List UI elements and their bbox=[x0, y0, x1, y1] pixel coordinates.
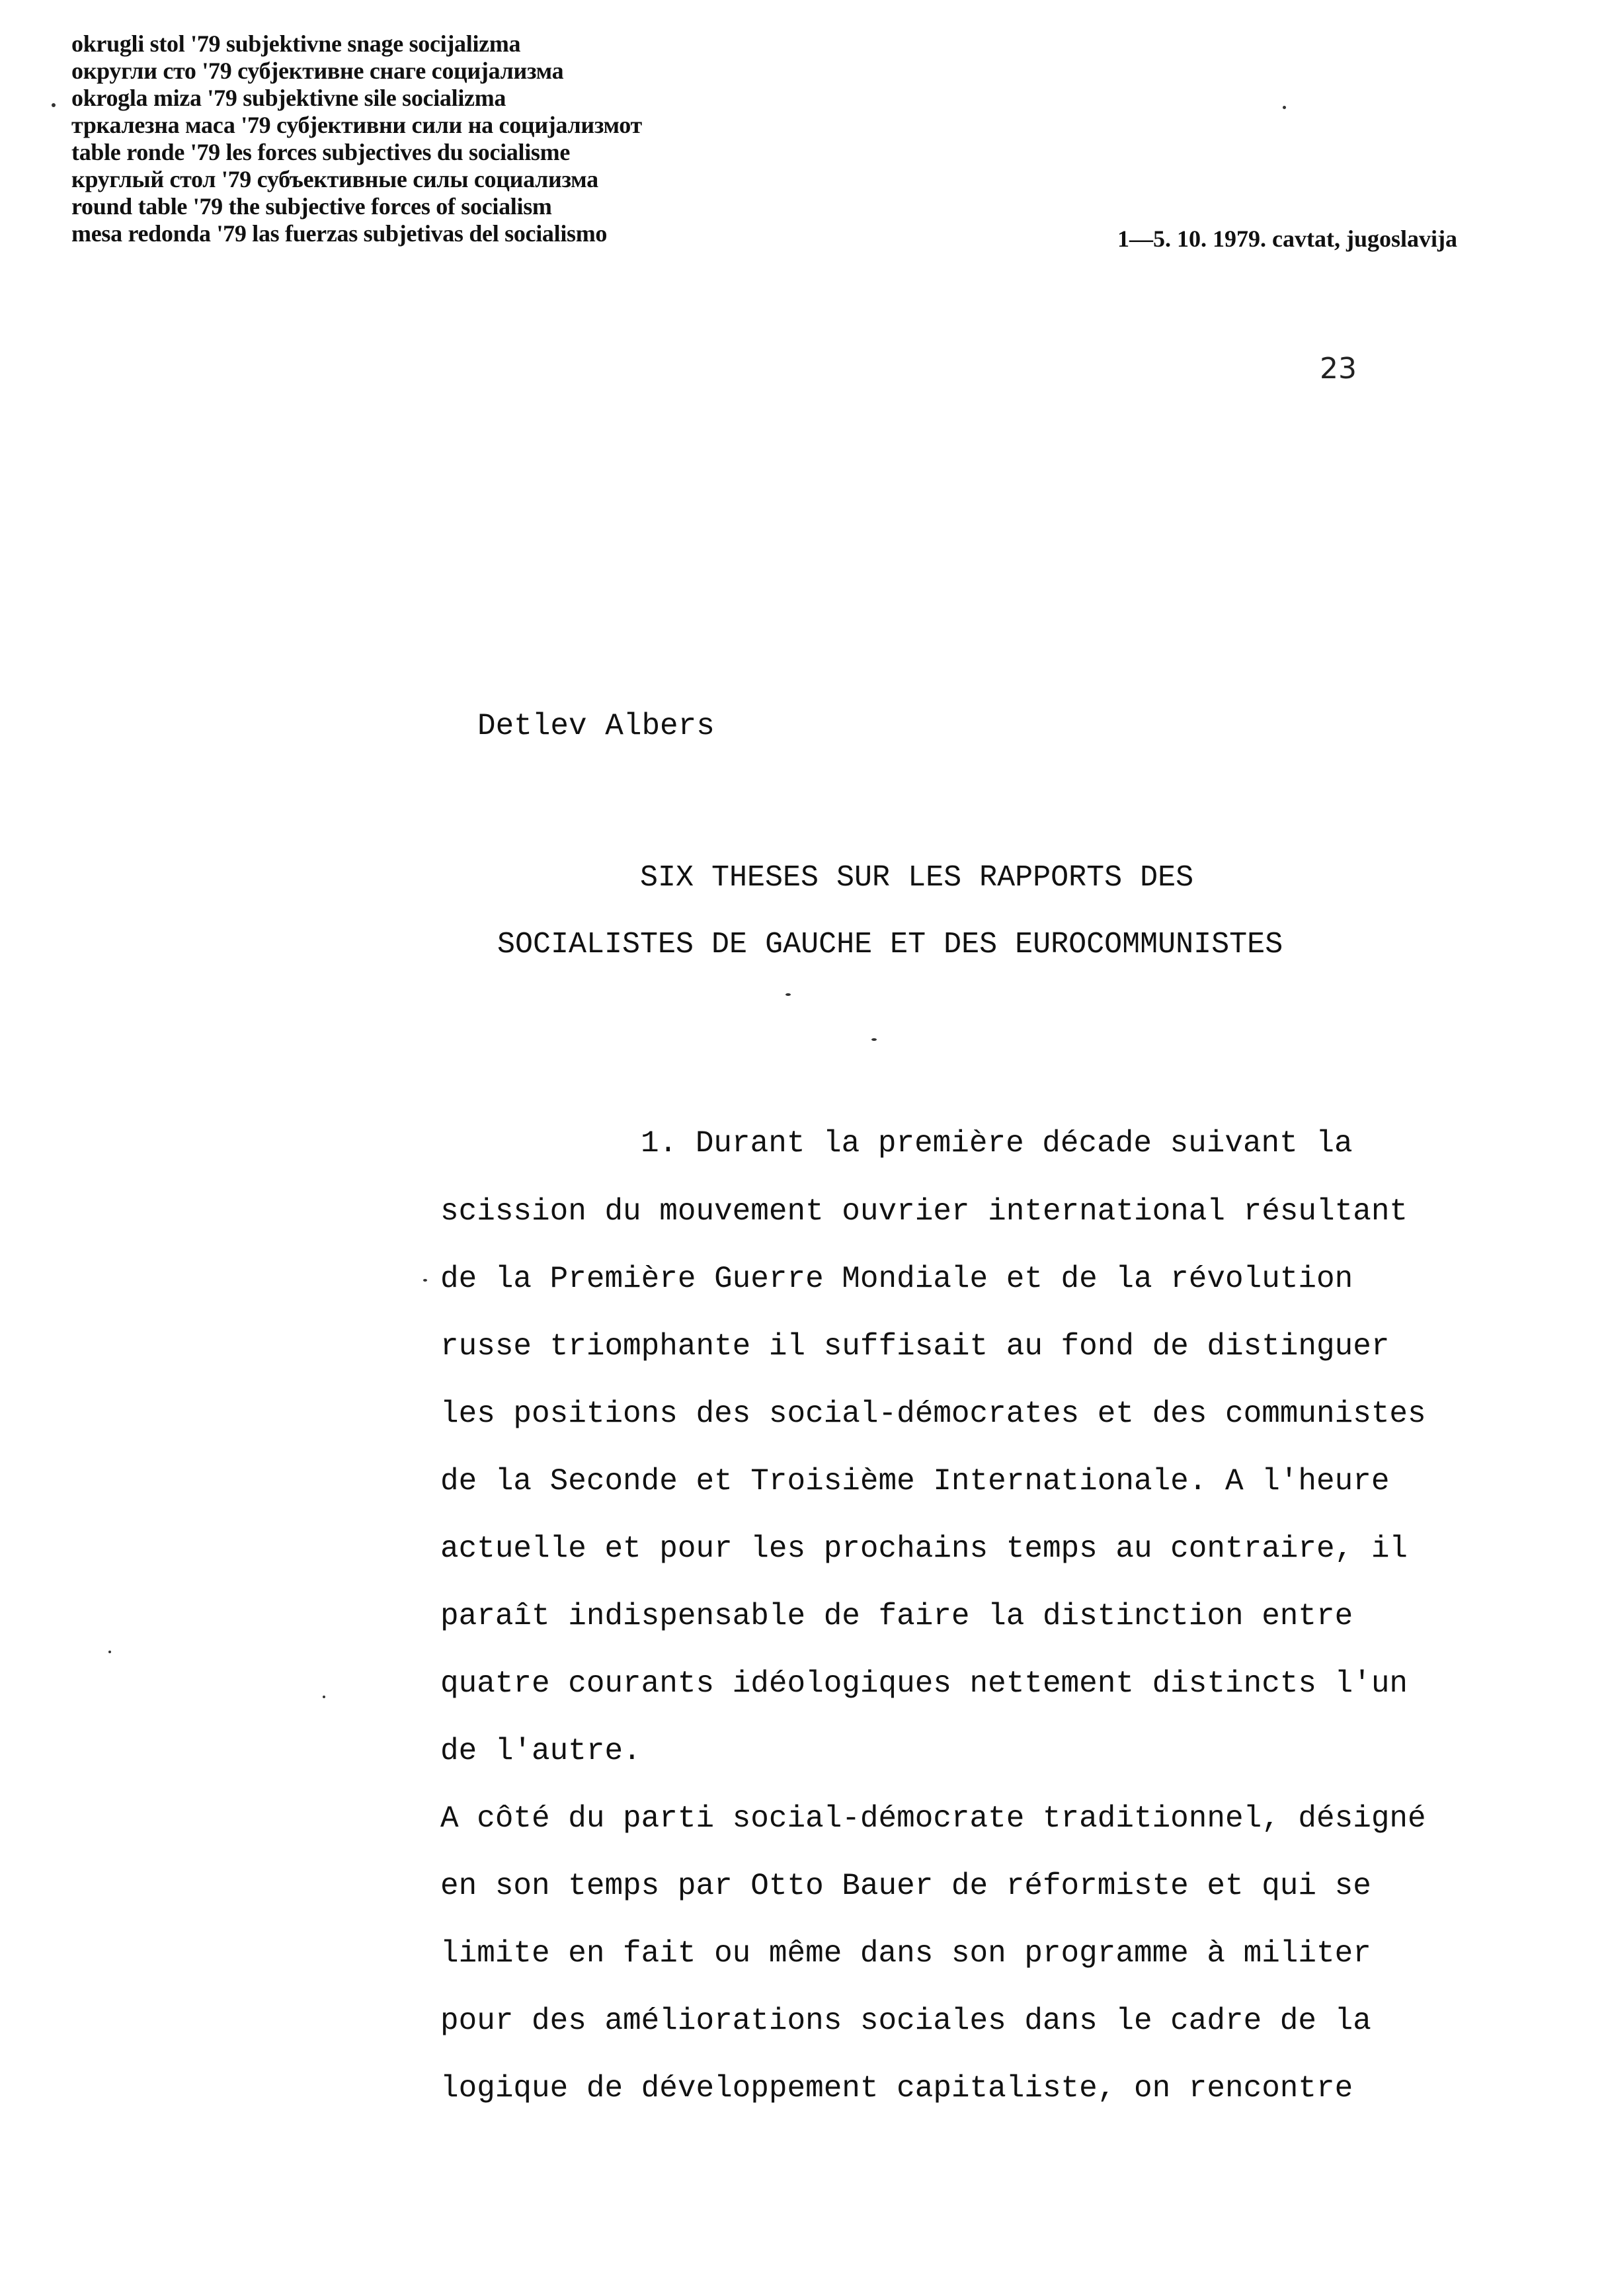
page-number: 23 bbox=[1320, 352, 1357, 386]
body-line: de l'autre. bbox=[440, 1734, 641, 1768]
body-line: de la Seconde et Troisième Internationale. A l'heure bbox=[440, 1464, 1390, 1498]
body-line: A côté du parti social-démocrate traditionnel, désigné bbox=[440, 1801, 1426, 1836]
conference-letterhead bbox=[71, 30, 812, 247]
author-name: Detlev Albers bbox=[477, 709, 715, 743]
letterhead-line-slovenian: okrogla miza '79 subjektivne sile socializma bbox=[71, 85, 506, 111]
body-line: en son temps par Otto Bauer de réformiste et qui se bbox=[440, 1869, 1371, 1903]
body-line: scission du mouvement ouvrier international résultant bbox=[440, 1194, 1408, 1229]
scan-speck bbox=[871, 1038, 877, 1041]
letterhead-line-french: table ronde '79 les forces subjectives du socialisme bbox=[71, 139, 571, 165]
body-line: quatre courants idéologiques nettement distincts l'un bbox=[440, 1666, 1408, 1701]
letterhead-line-russian: круглый стол '79 субъективные силы социализма bbox=[71, 166, 598, 192]
letterhead-line-macedonian: тркалезна маса '79 субјективни сили на социјализмот bbox=[71, 112, 642, 138]
letterhead-line-croatian: okrugli stol '79 subjektivne snage socijalizma bbox=[71, 30, 521, 57]
body-line: pour des améliorations sociales dans le cadre de la bbox=[440, 2004, 1371, 2038]
body-line: 1. Durant la première décade suivant la bbox=[641, 1126, 1353, 1161]
scan-speck bbox=[52, 103, 56, 107]
title-line-2: SOCIALISTES DE GAUCHE ET DES EUROCOMMUNISTES bbox=[497, 928, 1283, 962]
body-line: paraît indispensable de faire la distinction entre bbox=[440, 1599, 1353, 1633]
scan-speck bbox=[423, 1279, 427, 1282]
letterhead-line-english: round table '79 the subjective forces of socialism bbox=[71, 193, 552, 220]
letterhead-line-spanish: mesa redonda '79 las fuerzas subjetivas del socialismo bbox=[71, 220, 608, 247]
letterhead-line-serbian: округли сто '79 субјективне снаге социјализма bbox=[71, 58, 564, 84]
conference-place-date: 1—5. 10. 1979. cavtat, jugoslavija bbox=[1117, 226, 1457, 252]
body-line: limite en fait ou même dans son programme à militer bbox=[440, 1936, 1371, 1971]
scan-speck bbox=[323, 1696, 325, 1698]
scan-speck bbox=[785, 993, 791, 996]
title-line-1: SIX THESES SUR LES RAPPORTS DES bbox=[640, 861, 1194, 895]
body-line: logique de développement capitaliste, on rencontre bbox=[440, 2071, 1353, 2106]
body-line: russe triomphante il suffisait au fond de distinguer bbox=[440, 1329, 1390, 1364]
body-line: de la Première Guerre Mondiale et de la révolution bbox=[440, 1262, 1353, 1296]
body-line: les positions des social-démocrates et des communistes bbox=[440, 1397, 1426, 1431]
scan-speck bbox=[108, 1651, 111, 1653]
body-line: actuelle et pour les prochains temps au contraire, il bbox=[440, 1532, 1408, 1566]
scan-speck bbox=[1283, 106, 1286, 109]
